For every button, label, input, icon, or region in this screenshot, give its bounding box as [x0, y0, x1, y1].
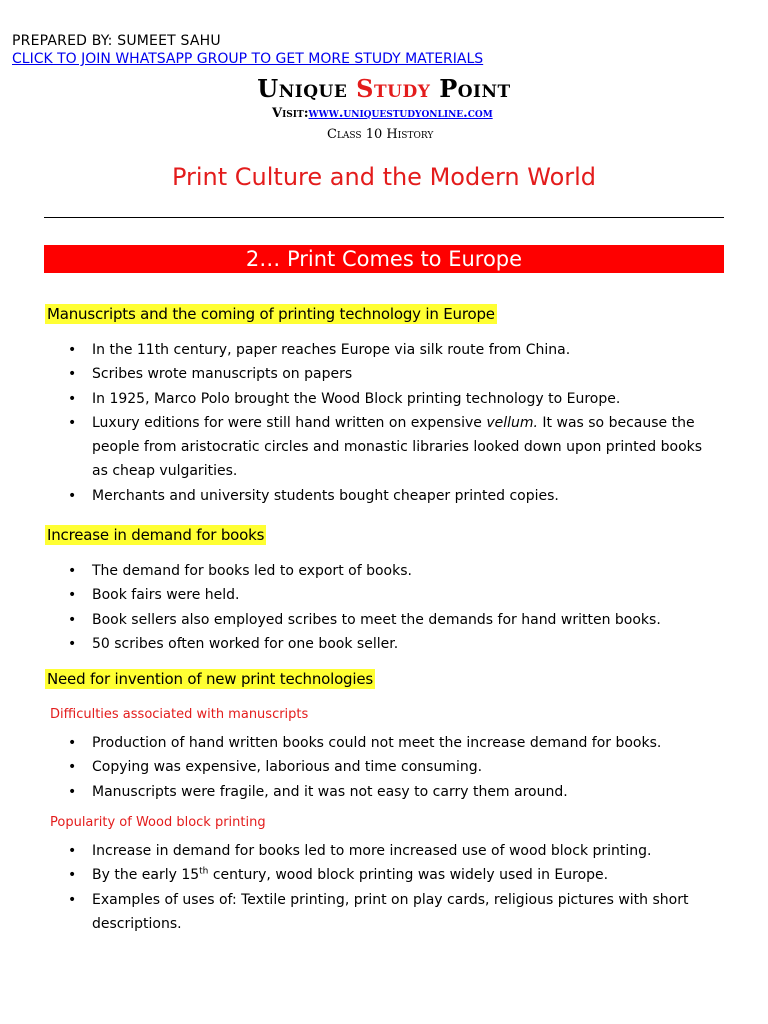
chapter-banner: 2… Print Comes to Europe [44, 245, 724, 273]
prepared-by: PREPARED BY: SUMEET SAHU [12, 33, 221, 49]
class-subject-line: Class 10 History [327, 127, 434, 142]
visit-label: Visit: [272, 106, 309, 121]
subheading-wood-block: Popularity of Wood block printing [50, 815, 266, 830]
website-link[interactable]: www.uniquestudyonline.com [308, 106, 493, 121]
list-item: • Copying was expensive, laborious and time consuming. [0, 755, 768, 779]
whatsapp-join-link[interactable]: CLICK TO JOIN WHATSAPP GROUP TO GET MORE STUDY MATERIALS [12, 51, 484, 67]
vellum-term: vellum. [486, 414, 538, 431]
list-item: • Increase in demand for books led to more increased use of wood block printing. [0, 839, 768, 863]
bullet-icon: • [68, 843, 77, 859]
list-item: • Production of hand written books could not meet the increase demand for books. [0, 731, 768, 755]
list-item: • Luxury editions for were still hand written on expensive vellum. It was so because the people from aristocratic circles and monastic libraries looked down upon printed books as cheap vulgarities. [0, 411, 768, 484]
section-heading-new-print-tech: Need for invention of new print technologies [47, 670, 373, 688]
bullet-icon: • [68, 587, 77, 604]
subheading-difficulties: Difficulties associated with manuscripts [50, 707, 309, 722]
bullet-icon: • [68, 611, 77, 628]
difficulties-list [0, 731, 768, 804]
demand-list [0, 559, 768, 656]
bullet-icon: • [68, 390, 77, 407]
list-item: • Examples of uses of: Textile printing, print on play cards, religious pictures with short descriptions. [0, 888, 768, 937]
bullet-icon: • [68, 342, 77, 358]
list-item: • Book sellers also employed scribes to meet the demands for hand written books. [0, 608, 768, 632]
brand-unique: Unique [257, 74, 357, 103]
list-item: • Manuscripts were fragile, and it was not easy to carry them around. [0, 780, 768, 804]
bullet-icon: • [68, 759, 77, 776]
bullet-icon: • [68, 891, 77, 908]
visit-line [272, 106, 493, 121]
brand-point: Point [430, 74, 511, 103]
list-item: • Merchants and university students bought cheaper printed copies. [0, 484, 768, 508]
bullet-icon: • [68, 783, 77, 800]
bullet-icon: • [68, 635, 77, 652]
list-item: • By the early 15th century, wood block printing was widely used in Europe. [0, 863, 768, 887]
list-item: • 50 scribes often worked for one book seller. [0, 632, 768, 656]
section-heading-manuscripts: Manuscripts and the coming of printing technology in Europe [47, 305, 495, 323]
bullet-icon: • [68, 414, 77, 431]
wood-block-list [0, 839, 768, 936]
page-title: Print Culture and the Modern World [171, 163, 597, 191]
brand-title [0, 74, 768, 103]
list-item: • The demand for books led to export of books. [0, 559, 768, 583]
bullet-icon: • [68, 563, 77, 579]
manuscripts-list [0, 338, 768, 508]
divider [44, 217, 724, 218]
section-heading-demand: Increase in demand for books [47, 526, 265, 544]
list-item: • Book fairs were held. [0, 583, 768, 607]
ordinal-suffix: th [199, 866, 209, 877]
bullet-icon: • [68, 867, 77, 884]
bullet-icon: • [68, 366, 77, 383]
list-item: • In the 11th century, paper reaches Europe via silk route from China. [0, 338, 768, 362]
bullet-icon: • [68, 487, 77, 504]
bullet-icon: • [68, 735, 77, 751]
list-item: • In 1925, Marco Polo brought the Wood Block printing technology to Europe. [0, 387, 768, 411]
brand-study: Study [356, 74, 431, 103]
list-item: • Scribes wrote manuscripts on papers [0, 362, 768, 386]
